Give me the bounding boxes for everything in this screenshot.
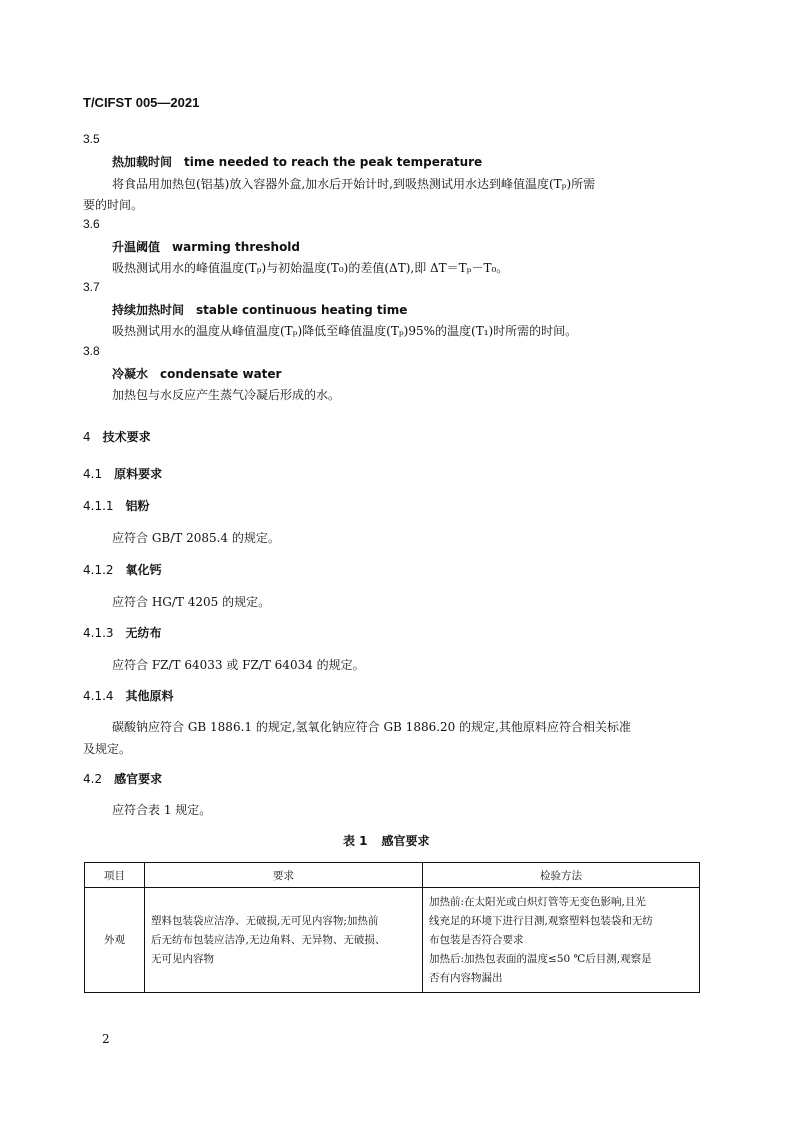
term-number: 3.5 bbox=[83, 132, 100, 146]
term-zh: 热加载时间 bbox=[112, 155, 173, 169]
section-title: 原料要求 bbox=[114, 467, 163, 481]
table-caption bbox=[343, 832, 430, 849]
section-text: 应符合 FZ/T 64033 或 FZ/T 64034 的规定。 bbox=[112, 658, 365, 672]
section-text-cont: 及规定。 bbox=[83, 742, 132, 756]
cell-line: 布包装是否符合要求 bbox=[429, 933, 524, 946]
section-title: 无纺布 bbox=[125, 626, 162, 640]
table-label: 表 1 bbox=[343, 834, 368, 848]
term-number: 3.6 bbox=[83, 217, 100, 231]
page-number: 2 bbox=[102, 1032, 110, 1046]
term-en: stable continuous heating time bbox=[196, 303, 408, 317]
section-title: 技术要求 bbox=[102, 430, 151, 444]
section-heading bbox=[83, 497, 150, 514]
section-number: 4.1.4 bbox=[83, 689, 114, 703]
cell-line: 加热前:在太阳光或白炽灯管等无变色影响,且光 bbox=[429, 895, 646, 908]
section-title: 感官要求 bbox=[114, 772, 163, 786]
section-heading bbox=[83, 770, 162, 787]
term-definition: 将食品用加热包(铝基)放入容器外盒,加水后开始计时,到吸热测试用水达到峰值温度(Tₚ)所需 bbox=[112, 177, 596, 191]
term-definition: 吸热测试用水的峰值温度(Tₚ)与初始温度(T₀)的差值(ΔT),即 ΔT＝Tₚ－T₀。 bbox=[112, 261, 509, 275]
table-header-cell: 检验方法 bbox=[423, 863, 700, 888]
section-number: 4.1.2 bbox=[83, 563, 114, 577]
sensory-requirements-table bbox=[84, 862, 700, 993]
section-heading bbox=[83, 561, 162, 578]
section-number: 4.2 bbox=[83, 772, 103, 786]
term-zh: 持续加热时间 bbox=[112, 303, 185, 317]
section-heading bbox=[83, 465, 162, 482]
section-heading bbox=[83, 687, 174, 704]
term-heading bbox=[112, 153, 482, 170]
standard-number: T/CIFST 005—2021 bbox=[83, 95, 200, 110]
term-heading bbox=[112, 238, 300, 255]
section-title: 其他原料 bbox=[125, 689, 174, 703]
table-row bbox=[85, 888, 700, 993]
term-number: 3.7 bbox=[83, 280, 100, 294]
term-en: condensate water bbox=[160, 367, 282, 381]
section-title: 氧化钙 bbox=[125, 563, 162, 577]
table-cell-requirement bbox=[145, 888, 423, 993]
table-title: 感官要求 bbox=[381, 834, 430, 848]
table-header-cell: 要求 bbox=[145, 863, 423, 888]
table-cell-method bbox=[423, 888, 700, 993]
term-en: warming threshold bbox=[172, 240, 301, 254]
table-header-cell: 项目 bbox=[85, 863, 145, 888]
term-definition: 加热包与水反应产生蒸气冷凝后形成的水。 bbox=[112, 388, 341, 402]
section-text: 应符合 HG/T 4205 的规定。 bbox=[112, 595, 271, 609]
section-number: 4.1.1 bbox=[83, 499, 114, 513]
term-heading bbox=[112, 365, 281, 382]
cell-line: 塑料包装袋应洁净、无破损,无可见内容物;加热前 bbox=[151, 914, 379, 927]
term-definition-cont: 要的时间。 bbox=[83, 198, 144, 212]
section-number: 4.1.3 bbox=[83, 626, 114, 640]
term-zh: 升温阈值 bbox=[112, 240, 161, 254]
section-text: 应符合表 1 规定。 bbox=[112, 803, 212, 817]
term-definition: 吸热测试用水的温度从峰值温度(Tₚ)降低至峰值温度(Tₚ)95%的温度(T₁)时所需的时间。 bbox=[112, 324, 578, 338]
term-number: 3.8 bbox=[83, 344, 100, 358]
section-heading bbox=[83, 624, 162, 641]
cell-line: 后无纺布包装应洁净,无边角料、无异物、无破损、 bbox=[151, 933, 386, 946]
cell-line: 线充足的环境下进行目测,观察塑料包装袋和无纺 bbox=[429, 914, 653, 927]
section-title: 铝粉 bbox=[125, 499, 150, 513]
term-zh: 冷凝水 bbox=[112, 367, 149, 381]
term-heading bbox=[112, 301, 407, 318]
term-en: time needed to reach the peak temperature bbox=[184, 155, 483, 169]
cell-line: 无可见内容物 bbox=[151, 952, 214, 965]
section-text: 应符合 GB/T 2085.4 的规定。 bbox=[112, 531, 280, 545]
section-heading bbox=[83, 428, 151, 445]
cell-line: 加热后:加热包表面的温度≤50 ℃后目测,观察是 bbox=[429, 952, 652, 965]
section-number: 4 bbox=[83, 430, 91, 444]
table-header-row bbox=[85, 863, 700, 888]
section-number: 4.1 bbox=[83, 467, 103, 481]
section-text: 碳酸钠应符合 GB 1886.1 的规定,氢氧化钠应符合 GB 1886.20 的规定,其他原料应符合相关标准 bbox=[112, 720, 631, 734]
table-cell-item: 外观 bbox=[85, 888, 145, 993]
cell-line: 否有内容物漏出 bbox=[429, 971, 503, 984]
